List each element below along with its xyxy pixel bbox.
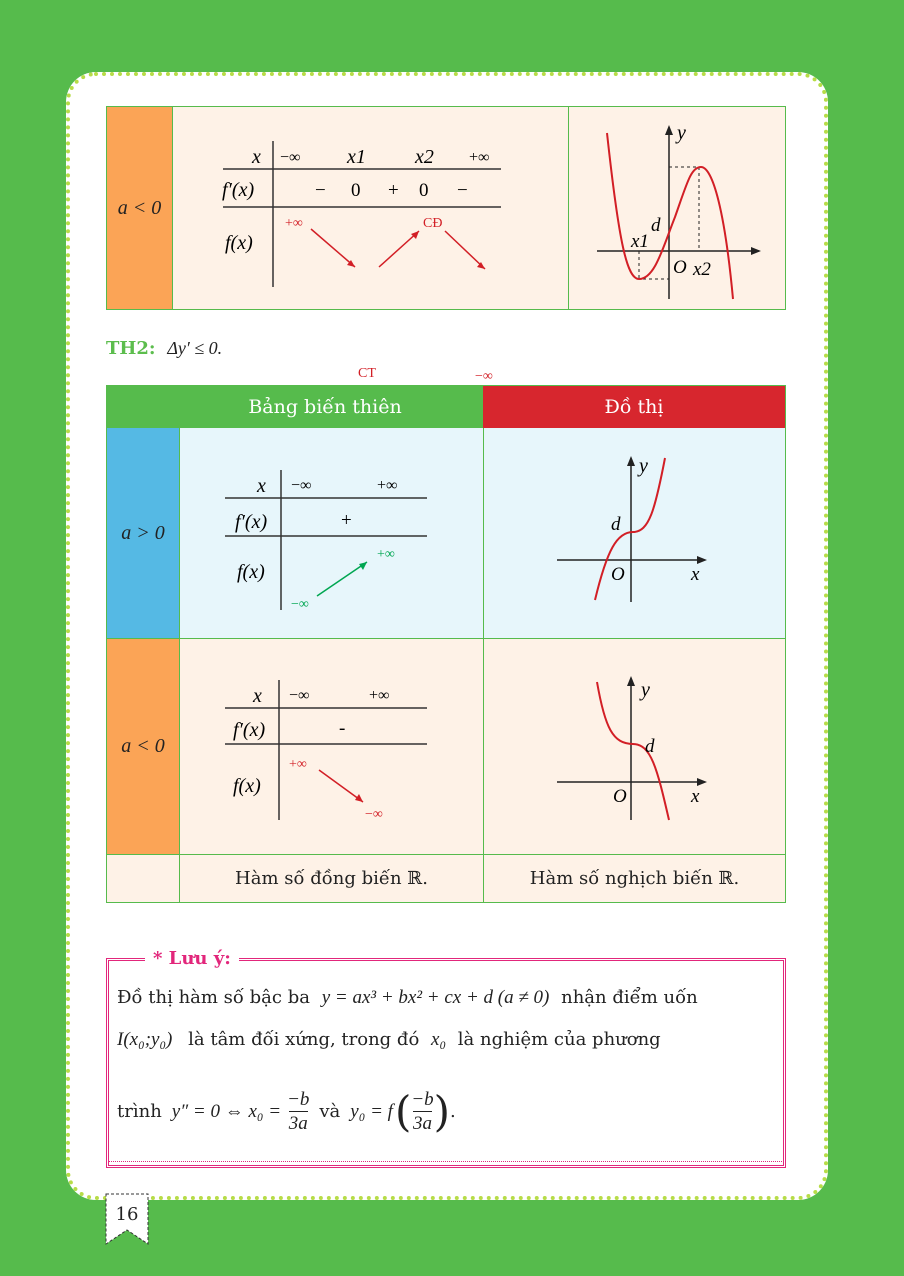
footer-left-text: Hàm số đồng biến ℝ. [235,868,428,889]
sign: − [315,180,326,201]
header-right-text: Đồ thị [604,396,664,418]
axis-x-label: x [691,564,700,585]
d-label: d [611,514,621,535]
fprime-header: f′(x) [233,719,266,741]
x-value: +∞ [377,477,398,494]
f-value: +∞ [377,547,395,562]
sign: - [339,718,346,739]
note-title: * Lưu ý: [153,948,231,969]
x-value: −∞ [289,687,310,704]
variation-table-decreasing [217,678,437,828]
fraction [287,1089,309,1135]
case-label: a < 0 [117,196,162,219]
variation-graph-table [106,385,786,903]
axis-x-label: x [691,786,700,807]
paren-open: ( [394,1087,412,1136]
graph-top [579,113,779,305]
header-graph [483,386,785,428]
arrow-up [317,562,367,596]
axis-y-label: y [639,455,648,477]
note-var: x₀ [431,1029,447,1050]
footer-empty-cell [107,854,179,902]
x-header: x [257,475,266,497]
x1-label: x1 [631,231,649,252]
f-header: f(x) [233,775,261,797]
header-left-text: Bảng biến thiên [248,396,402,418]
frac-den: 3a [412,1112,432,1134]
note-point: I(x₀;y₀) [117,1029,173,1050]
f-value: −∞ [291,597,309,612]
note-formula: y = ax³ + bx² + cx + d (a ≠ 0) [321,987,550,1008]
row1-label-cell [107,428,179,638]
note-title-bg [145,948,239,969]
note-line2 [117,1029,661,1051]
f-value: −∞ [475,369,493,384]
fprime-header: f′(x) [222,179,255,201]
f-value: CT [358,366,376,381]
note-text: nhận điểm uốn [561,987,698,1008]
footer-left-cell [179,854,483,902]
arrow-down [311,229,355,267]
note-box [106,948,786,1168]
note-formula: y″ = 0 ⇔ x₀ = [171,1100,282,1122]
row2-label: a < 0 [121,735,165,757]
x2-label: x2 [693,259,711,280]
note-text: Đồ thị hàm số bậc ba [117,987,310,1008]
x-value: −∞ [291,477,312,494]
variation-table-increasing [217,468,437,618]
th2-title: TH2: [106,338,156,359]
arrow-up [379,231,419,267]
arrow-down [445,231,485,269]
f-value: −∞ [365,807,383,822]
f-value: +∞ [289,757,307,772]
row1-label: a > 0 [121,521,165,544]
fprime-header: f′(x) [235,511,268,533]
origin-label: O [613,786,627,807]
footer-right-text: Hàm số nghịch biến ℝ. [529,868,740,889]
sign: + [341,510,352,531]
d-label: d [651,215,661,236]
note-line1 [117,987,698,1009]
th2-condition: Δy′ ≤ 0. [167,338,223,358]
fraction [411,1089,433,1135]
header-variation [107,386,483,428]
x-value: x1 [347,146,366,168]
d-label: d [645,736,655,757]
page-number: 16 [115,1204,139,1225]
note-text: trình [117,1101,162,1122]
top-label-cell [107,107,172,309]
graph-decreasing [547,668,717,828]
th2-line [106,338,222,359]
x-value: +∞ [469,149,490,166]
note-text: là tâm đối xứng, trong đó [188,1029,420,1050]
origin-label: O [673,257,687,278]
note-text: và [319,1101,341,1122]
frac-den: 3a [288,1112,308,1134]
cell-divider [172,107,173,309]
axis-y-label: y [677,122,686,144]
x-value: x2 [415,146,434,168]
note-formula: y₀ = f [350,1100,393,1122]
arrow-down [319,770,363,802]
note-text: là nghiệm của phương [457,1029,661,1050]
f-value: CĐ [423,216,443,231]
sign: 0 [419,180,429,201]
variation-table-top [207,137,507,384]
note-line3 [117,1087,456,1136]
f-header: f(x) [237,561,265,583]
row2-label-cell [107,638,179,854]
x-header: x [253,685,262,707]
sign: 0 [351,180,361,201]
x-header: x [252,146,261,168]
cell-divider [568,107,569,309]
f-header: f(x) [225,232,253,254]
axis-y-label: y [641,679,650,701]
origin-label: O [611,564,625,585]
paren-close: ) [433,1087,451,1136]
sign: + [388,180,399,201]
frac-num: −b [411,1088,434,1110]
graph-increasing [547,450,717,610]
f-value: +∞ [285,216,303,231]
frac-num: −b [287,1088,310,1110]
x-value: −∞ [280,149,301,166]
sign: − [457,180,468,201]
footer-right-cell [483,854,785,902]
x-value: +∞ [369,687,390,704]
note-text: . [450,1101,456,1122]
